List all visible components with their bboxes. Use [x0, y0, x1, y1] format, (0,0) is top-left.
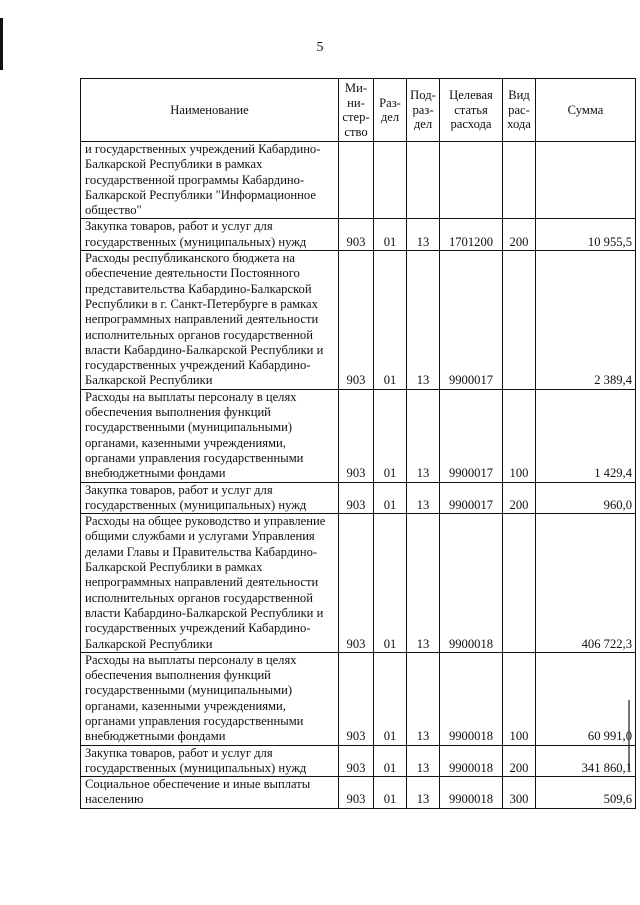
table-row — [81, 514, 636, 653]
row-section: 01 — [374, 251, 407, 390]
row-expense-type: 200 — [503, 482, 536, 514]
row-name: Закупка товаров, работ и услуг для государственных (муниципальных) нужд — [81, 219, 339, 251]
row-name: Закупка товаров, работ и услуг для государственных (муниципальных) нужд — [81, 482, 339, 514]
header-amount — [536, 79, 636, 142]
row-section — [374, 142, 407, 219]
row-target: 9900017 — [440, 482, 503, 514]
row-name: Расходы на общее руководство и управление общими службами и услугами Управления делами Главы и Правительства Кабардино-Балкарской Республики в рамках непрограммных направлений деятельности исполнительных органов государственной власти Кабардино-Балкарской Республики и государственных учреждений Кабардино-Балкарской Республики — [81, 514, 339, 653]
header-row — [81, 79, 636, 142]
row-section: 01 — [374, 652, 407, 745]
table-row — [81, 482, 636, 514]
row-expense-type — [503, 251, 536, 390]
row-ministry: 903 — [339, 219, 374, 251]
table-row — [81, 652, 636, 745]
row-name: Расходы республиканского бюджета на обеспечение деятельности Постоянного представительства Кабардино-Балкарской Республики в г. Санкт-Петербурге в рамках непрограммных направлений деятельности исполнительных органов государственной власти Кабардино-Балкарской Республики и государственных учреждений Кабардино-Балкарской Республики — [81, 251, 339, 390]
row-target — [440, 142, 503, 219]
row-name: Расходы на выплаты персоналу в целях обеспечения выполнения функций государственными (муниципальными) органами, казенными учреждениями, органами управления государственными внебюджетными фондами — [81, 389, 339, 482]
row-subsection: 13 — [407, 652, 440, 745]
row-ministry: 903 — [339, 745, 374, 777]
row-expense-type: 100 — [503, 389, 536, 482]
row-target: 9900018 — [440, 777, 503, 809]
header-subsection — [407, 79, 440, 142]
table-row — [81, 219, 636, 251]
header-section — [374, 79, 407, 142]
table-row — [81, 389, 636, 482]
row-subsection: 13 — [407, 251, 440, 390]
header-name-text: Наименование — [170, 102, 249, 117]
header-expense-type — [503, 79, 536, 142]
header-target — [440, 79, 503, 142]
row-target: 9900017 — [440, 251, 503, 390]
row-target: 9900018 — [440, 652, 503, 745]
row-expense-type: 200 — [503, 745, 536, 777]
row-target: 9900017 — [440, 389, 503, 482]
row-amount: 10 955,5 — [536, 219, 636, 251]
header-section-text: Раз- дел — [379, 95, 401, 124]
row-subsection: 13 — [407, 482, 440, 514]
table-row — [81, 745, 636, 777]
row-amount: 960,0 — [536, 482, 636, 514]
row-name: Закупка товаров, работ и услуг для государственных (муниципальных) нужд — [81, 745, 339, 777]
row-section: 01 — [374, 482, 407, 514]
row-amount: 2 389,4 — [536, 251, 636, 390]
header-target-text: Целевая статья расхода — [449, 88, 493, 132]
budget-table — [80, 78, 636, 809]
row-amount: 1 429,4 — [536, 389, 636, 482]
header-ministry — [339, 79, 374, 142]
row-amount: 406 722,3 — [536, 514, 636, 653]
header-subsection-text: Под- раз- дел — [410, 88, 436, 132]
row-expense-type — [503, 142, 536, 219]
row-target: 9900018 — [440, 514, 503, 653]
header-expense-type-text: Вид рас- хода — [507, 88, 531, 132]
row-ministry — [339, 142, 374, 219]
row-ministry: 903 — [339, 389, 374, 482]
row-amount: 60 991,0 — [536, 652, 636, 745]
row-name: Социальное обеспечение и иные выплаты населению — [81, 777, 339, 809]
row-subsection: 13 — [407, 745, 440, 777]
row-amount: 341 860,1 — [536, 745, 636, 777]
row-expense-type: 300 — [503, 777, 536, 809]
row-section: 01 — [374, 389, 407, 482]
row-target: 1701200 — [440, 219, 503, 251]
row-expense-type: 200 — [503, 219, 536, 251]
row-amount: 509,6 — [536, 777, 636, 809]
page-number: 5 — [316, 40, 324, 55]
row-section: 01 — [374, 745, 407, 777]
row-section: 01 — [374, 219, 407, 251]
row-subsection: 13 — [407, 514, 440, 653]
header-name — [81, 79, 339, 142]
table-row — [81, 142, 636, 219]
row-ministry: 903 — [339, 514, 374, 653]
row-subsection — [407, 142, 440, 219]
header-ministry-text: Ми- ни- стер- ство — [342, 81, 370, 139]
row-amount — [536, 142, 636, 219]
row-ministry: 903 — [339, 251, 374, 390]
row-subsection: 13 — [407, 389, 440, 482]
row-subsection: 13 — [407, 219, 440, 251]
row-ministry: 903 — [339, 652, 374, 745]
table-row — [81, 251, 636, 390]
row-name: и государственных учреждений Кабардино-Балкарской Республики в рамках государственной программы Кабардино-Балкарской Республики "Информационное общество" — [81, 142, 339, 219]
header-amount-text: Сумма — [567, 102, 604, 117]
row-name: Расходы на выплаты персоналу в целях обеспечения выполнения функций государственными (муниципальными) органами, казенными учреждениями, органами управления государственными внебюджетными фондами — [81, 652, 339, 745]
row-ministry: 903 — [339, 777, 374, 809]
row-expense-type — [503, 514, 536, 653]
row-subsection: 13 — [407, 777, 440, 809]
row-ministry: 903 — [339, 482, 374, 514]
row-section: 01 — [374, 777, 407, 809]
row-section: 01 — [374, 514, 407, 653]
table-row — [81, 777, 636, 809]
row-target: 9900018 — [440, 745, 503, 777]
row-expense-type: 100 — [503, 652, 536, 745]
